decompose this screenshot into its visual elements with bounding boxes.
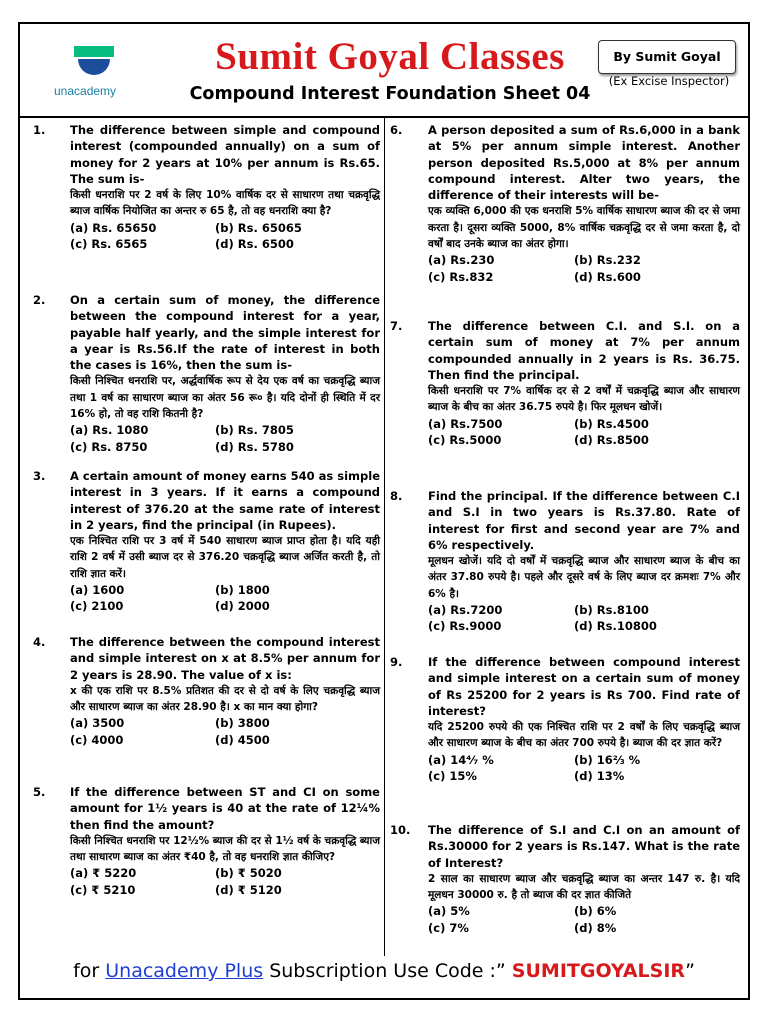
option-item[interactable]: (b) Rs.232 [574,253,641,268]
question-body [70,122,380,252]
option-item[interactable]: (c) 7% [428,920,469,935]
option-item[interactable]: (d) 13% [574,769,625,784]
unacademy-plus-link[interactable]: Unacademy Plus [105,960,264,982]
option-item[interactable]: (a) Rs.7500 [428,416,503,431]
question-text-en: The difference between the compound interest and simple interest on x at 8.5% per annum for 2 years is 28.90. The value of x is: [70,635,380,682]
question-body [70,468,380,615]
question-text-hi: किसी धनराशि पर 2 वर्ष के लिए 10% वार्षिक दर से साधारण तथा चक्रवृद्धि ब्याज वार्षिक नियोजित का अन्तर रु 65 है, तो वह धनराशि क्या है? [70,189,380,218]
option-item[interactable]: (a) Rs.7200 [428,603,503,618]
question-item [390,318,740,448]
option-item[interactable]: (c) ₹ 5210 [70,882,136,897]
question-item [28,122,380,252]
footer-suffix: ” [685,960,695,982]
author-post: (Ex Excise Inspector) [608,74,730,88]
footer-middle: Subscription Use Code :” [263,960,512,982]
question-text-hi: एक व्यक्ति 6,000 की एक धनराशि 5% वार्षिक साधारण ब्याज की दर से जमा करता है। दूसरा व्यक्ति 5000, 8% वार्षिक चक्रवृद्धि दर से जमा करता है, दो वर्षों बाद उनके ब्याज का अंतर होगा। [428,205,740,251]
column-divider [384,118,385,956]
question-body [70,292,380,455]
footer-prefix: for [73,960,106,982]
option-item[interactable]: (a) 3500 [70,716,125,731]
question-number: 2. [33,293,46,307]
option-item[interactable]: (a) Rs. 65650 [70,220,157,235]
question-text-en: If the difference between compound interest and simple interest on a certain sum of money of Rs 25200 for 2 years is Rs 700. Find rate of interest? [428,655,740,718]
question-number: 5. [33,785,46,799]
question-item [28,468,380,615]
question-number: 9. [390,655,403,669]
option-item[interactable]: (b) Rs.8100 [574,603,649,618]
option-item[interactable]: (c) Rs.9000 [428,619,502,634]
option-item[interactable]: (b) 16⅔ % [574,752,641,767]
options-grid [70,865,380,898]
question-number: 4. [33,635,46,649]
question-item [390,822,740,936]
options-grid [70,422,380,455]
option-item[interactable]: (c) 2100 [70,599,124,614]
unacademy-logo [50,44,140,98]
question-text-hi: 2 साल का साधारण ब्याज और चक्रवृद्धि ब्याज का अन्तर 147 रु. है। यदि मूलधन 30000 रु. है तो ब्याज की दर ज्ञात कीजिते [428,872,740,902]
question-text-en: The difference between simple and compound interest (compounded annually) on a sum of money for 2 years at 10% per annum is Rs.65. The sum is- [70,123,380,186]
option-item[interactable]: (d) 2000 [215,599,270,614]
unacademy-logo-icon [72,44,116,84]
option-item[interactable]: (c) Rs. 8750 [70,439,148,454]
question-number: 8. [390,489,403,503]
question-number: 6. [390,123,403,137]
question-item [390,488,740,635]
question-text-en: The difference between C.I. and S.I. on a certain sum of money at 7% per annum compounded annually in 2 years is Rs. 36.75. Then find the principal. [428,319,740,382]
option-item[interactable]: (c) Rs.5000 [428,433,502,448]
author-badge: By Sumit Goyal [598,40,736,74]
options-grid [70,715,380,748]
question-item [390,654,740,784]
header [20,24,748,116]
options-grid [428,416,740,449]
option-item[interactable]: (d) Rs.8500 [574,433,649,448]
option-item[interactable]: (a) 1600 [70,583,125,598]
option-item[interactable]: (c) 15% [428,769,477,784]
option-item[interactable]: (c) Rs. 6565 [70,237,148,252]
question-text-en: A person deposited a sum of Rs.6,000 in a bank at 5% per annum simple interest. Another person deposited Rs.5,000 at 8% per annum compound interest. Alter two years, the difference of their interests will be- [428,123,740,203]
question-body [428,654,740,784]
logo-text: unacademy [54,84,117,98]
options-grid [428,602,740,635]
option-item[interactable]: (a) 5% [428,904,470,919]
option-item[interactable]: (b) 6% [574,904,617,919]
option-item[interactable]: (d) 4500 [215,732,270,747]
option-item[interactable]: (c) Rs.832 [428,269,494,284]
question-text-hi: एक निश्चित राशि पर 3 वर्ष में 540 साधारण ब्याज प्राप्त होता है। यदि यही राशि 2 वर्ष में उसी ब्याज दर से 376.20 चक्रवृद्धि ब्याज अर्जित करती है, तो राशि ज्ञात करें। [70,535,380,580]
question-text-en: A certain amount of money earns 540 as simple interest in 3 years. If it earns a compound interest of 376.20 at the same rate of interest in 2 years, find the principal (in Rupees). [70,469,381,532]
promo-code: SUMITGOYALSIR [511,960,686,982]
question-text-hi: किसी धनराशि पर 7% वार्षिक दर से 2 वर्षों में चक्रवृद्धि ब्याज और साधारण ब्याज के बीच का अंतर 36.75 रुपये है। फिर मूलधन खोजें। [428,385,740,414]
question-body [428,318,740,448]
option-item[interactable]: (c) 4000 [70,732,124,747]
options-grid [428,252,740,285]
question-number: 3. [33,469,46,483]
option-item[interactable]: (d) ₹ 5120 [215,882,282,897]
options-grid [70,220,380,253]
question-body [428,822,740,936]
options-grid [428,903,740,936]
question-text-hi: किसी निश्चित धनराशि पर 12½% ब्याज की दर से 1½ वर्ष के चक्रवृद्धि ब्याज तथा साधारण ब्याज का अंतर ₹40 है, तो वह धनराशि ज्ञात कीजिए? [70,834,380,864]
option-item[interactable]: (b) 1800 [215,583,270,598]
option-item[interactable]: (a) ₹ 5220 [70,866,137,881]
sheet-title: Compound Interest Foundation Sheet 04 [189,84,591,104]
question-body [428,122,740,285]
question-body [70,784,380,898]
option-item[interactable]: (d) Rs.600 [574,269,641,284]
question-item [28,784,380,898]
question-item [28,292,380,455]
brand-title: Sumit Goyal Classes [215,35,565,78]
question-number: 1. [33,123,46,137]
option-item[interactable]: (a) 14⁴⁄₇ % [428,752,494,767]
question-text-en: The difference of S.I and C.I on an amount of Rs.30000 for 2 years is Rs.147. What is the rate of Interest? [428,823,740,870]
option-item[interactable]: (a) Rs. 1080 [70,423,149,438]
options-grid [428,752,740,785]
question-text-en: Find the principal. If the difference between C.I and S.I in two years is Rs.37.80. Rate of interest for first and second year are 7% and 6% respectively. [428,489,740,552]
question-text-hi: किसी निश्चित धनराशि पर, अर्द्धवार्षिक रूप से देय एक वर्ष का चक्रवृद्धि ब्याज तथा 1 वर्ष का साधारण ब्याज का अंतर 56 रू० है। यदि दोनों ही स्थिति में दर 16% हो, तो वह राशि कितनी है? [70,375,380,421]
option-item[interactable]: (b) ₹ 5020 [215,866,282,881]
option-item[interactable]: (b) 3800 [215,716,270,731]
option-item[interactable]: (d) Rs. 5780 [215,439,294,454]
question-text-hi: मूलधन खोजें। यदि दो वर्षों में चक्रवृद्धि ब्याज और साधारण ब्याज के बीच का अंतर 37.80 रुपये है। पहले और दूसरे वर्ष के लिए ब्याज दर क्रमशः 7% और 6% है। [428,555,740,600]
option-item[interactable]: (b) Rs. 65065 [215,220,302,235]
option-item[interactable]: (a) Rs.230 [428,253,495,268]
question-number: 10. [390,823,411,837]
question-number: 7. [390,319,403,333]
question-body [428,488,740,635]
question-text-hi: यदि 25200 रुपये की एक निश्चित राशि पर 2 वर्षों के लिए चक्रवृद्धि ब्याज और साधारण ब्याज के बीच का अंतर 700 रुपये है। ब्याज की दर ज्ञात करें? [428,721,740,750]
question-body [70,634,380,748]
question-text-en: If the difference between ST and CI on some amount for 1½ years is 40 at the rate of 12¼% then find the amount? [70,785,380,832]
question-text-en: On a certain sum of money, the difference between the compound interest for a year, payable half yearly, and the simple interest for a year is Rs.56.If the rate of interest in both the cases is 16%, then the sum is- [70,293,380,373]
footer [0,960,768,982]
option-item[interactable]: (d) Rs. 6500 [215,237,294,252]
question-text-hi: x की एक राशि पर 8.5% प्रतिशत की दर से दो वर्ष के लिए चक्रवृद्धि ब्याज और साधारण ब्याज का अंतर 28.90 है। x का मान क्या होगा? [70,684,380,714]
question-item [390,122,740,285]
option-item[interactable]: (d) 8% [574,920,617,935]
option-item[interactable]: (b) Rs.4500 [574,416,649,431]
option-item[interactable]: (b) Rs. 7805 [215,423,294,438]
options-grid [70,582,380,615]
option-item[interactable]: (d) Rs.10800 [574,619,657,634]
question-item [28,634,380,748]
